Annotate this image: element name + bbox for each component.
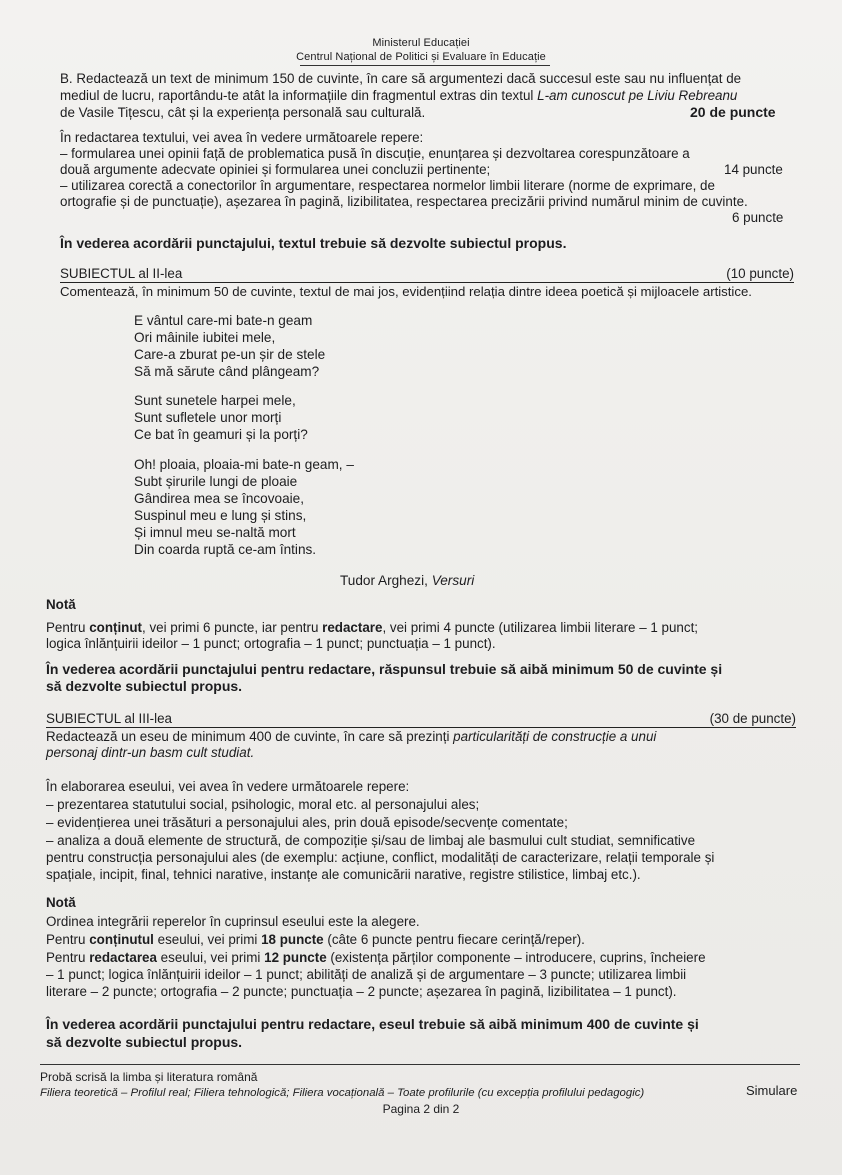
poem-line: Sunt sufletele unor morți: [134, 410, 282, 425]
subiect-3-repere-intro: În elaborarea eseului, vei avea în vedere următoarele repere:: [46, 779, 410, 794]
partb-bold-note: În vederea acordării punctajului, textul trebuie să dezvolte subiectul propus.: [60, 235, 567, 251]
partb-line-3: de Vasile Tițescu, cât și la experiența personală sau culturală.: [60, 105, 426, 120]
subiect-2-points: (10 puncte): [726, 266, 794, 281]
partb-reper-1-line-2: două argumente adecvate opiniei și formularea unei concluzii pertinente;: [60, 162, 491, 177]
subiect-3-nota-line-1: Ordinea integrării reperelor în cuprinsul eseului este la alegere.: [46, 914, 420, 929]
subiect-2-title: SUBIECTUL al II-lea: [60, 266, 183, 281]
partb-reper-1-points: 14 puncte: [724, 162, 783, 177]
footer-filiera: Filiera teoretică – Profilul real; Filiera tehnologică; Filiera vocațională – Toate profilurile (cu excepția profilului pedagogic): [40, 1087, 645, 1099]
poem-attribution: Tudor Arghezi, Versuri: [340, 573, 475, 588]
poem-line: Oh! ploaia, ploaia-mi bate-n geam, –: [134, 457, 354, 472]
poem-line: E vântul care-mi bate-n geam: [134, 313, 313, 328]
subiect-3-reper-1: – prezentarea statutului social, psihologic, moral etc. al personajului ales;: [46, 797, 480, 812]
subiect-2-task: Comentează, în minimum 50 de cuvinte, textul de mai jos, evidențiind relația dintre ideea poetică și mijloacele artistice.: [60, 284, 752, 299]
footer-page-number: Pagina 2 din 2: [382, 1102, 460, 1116]
subiect-3-heading: [46, 711, 796, 728]
poem-line: Din coarda ruptă ce-am întins.: [134, 542, 317, 557]
subiect-3-bold-line-1: În vederea acordării punctajului pentru redactare, eseul trebuie să aibă minimum 400 de cuvinte și: [46, 1016, 699, 1032]
subiect-3-reper-3-line-3: spațiale, incipit, final, tehnici narative, instanțe ale comunicării narative, registre stilistice, limbaj etc.).: [46, 867, 641, 882]
subiect-3-reper-3-line-2: pentru construcția personajului ales (de exemplu: acțiune, conflict, modalități de caracterizare, relații temporale și: [46, 850, 715, 865]
partb-line-2: mediul de lucru, raportându-te atât la informațiile din fragmentul extras din textul L-am cunoscut pe Liviu Rebreanu: [60, 88, 738, 103]
poem-line: Suspinul meu e lung și stins,: [134, 508, 307, 523]
poem-line: Să mă sărute când plângeam?: [134, 364, 320, 379]
subiect-2-nota-title: Notă: [46, 597, 76, 612]
subiect-3-task-line-1: Redactează un eseu de minimum 400 de cuvinte, în care să prezinți particularități de construcție a unui: [46, 729, 657, 744]
partb-reper-1-line-1: – formularea unei opinii față de problematica pusă în discuție, enunțarea și dezvoltarea corespunzătoare a: [60, 146, 690, 161]
partb-points: 20 de puncte: [690, 104, 776, 120]
subiect-3-points: (30 de puncte): [709, 711, 796, 726]
partb-repere-intro: În redactarea textului, vei avea în vedere următoarele repere:: [60, 130, 424, 145]
ministry-header: Ministerul Educației: [372, 37, 470, 49]
header-underline: [300, 65, 550, 66]
subiect-3-bold-line-2: să dezvolte subiectul propus.: [46, 1034, 243, 1050]
footer-exam-name: Probă scrisă la limba și literatura română: [40, 1070, 258, 1084]
subiect-3-title: SUBIECTUL al III-lea: [46, 711, 173, 726]
subiect-3-nota-line-4: – 1 punct; logica înlănțuirii ideilor – 1 punct; abilități de analiză și de argumentare – 3 puncte; utilizarea limbii: [46, 967, 687, 982]
poem-source: Versuri: [431, 573, 475, 588]
subiect-3-nota-line-2: Pentru conținutul eseului, vei primi 18 puncte (câte 6 puncte pentru fiecare cerință/reper).: [46, 932, 585, 947]
poem-line: Care-a zburat pe-un șir de stele: [134, 347, 326, 362]
partb-reper-2-line-1: – utilizarea corectă a conectorilor în argumentare, respectarea normelor limbii literare (norme de exprimare, de: [60, 178, 715, 193]
subiect-2-bold-line-2: să dezvolte subiectul propus.: [46, 678, 243, 694]
source-title: L-am cunoscut pe Liviu Rebreanu: [537, 88, 738, 103]
footer-simulare: Simulare: [746, 1083, 798, 1098]
poem-line: Gândirea mea se încovoaie,: [134, 491, 305, 506]
subiect-2-bold-line-1: În vederea acordării punctajului pentru redactare, răspunsul trebuie să aibă minimum 50 de cuvinte și: [46, 661, 723, 677]
poem-line: Sunt sunetele harpei mele,: [134, 393, 296, 408]
subiect-3-reper-3-line-1: – analiza a două elemente de structură, de compoziție și/sau de limbaj ale basmului cult studiat, semnificative: [46, 833, 696, 848]
poem-line: Și imnul meu se-naltă mort: [134, 525, 296, 540]
center-header: Centrul Național de Politici și Evaluare în Educație: [296, 51, 546, 63]
poem-line: Subt șirurile lungi de ploaie: [134, 474, 298, 489]
subiect-3-task-line-2: personaj dintr-un basm cult studiat.: [46, 745, 255, 760]
partb-reper-2-points: 6 puncte: [732, 210, 784, 225]
subiect-3-reper-2: – evidențierea unei trăsături a personajului ales, prin două episode/secvențe comentate;: [46, 815, 568, 830]
poem-line: Ori mâinile iubitei mele,: [134, 330, 276, 345]
subiect-2-nota-line-1: Pentru conținut, vei primi 6 puncte, iar pentru redactare, vei primi 4 puncte (utilizarea limbii literare – 1 punct;: [46, 620, 699, 635]
subiect-2-heading: [60, 266, 794, 283]
poem-line: Ce bat în geamuri și la porți?: [134, 427, 308, 442]
partb-reper-2-line-2: ortografie și de punctuație), așezarea în pagină, lizibilitatea, respectarea precizării privind numărul minim de cuvinte.: [60, 194, 748, 209]
subiect-3-nota-line-5: literare – 2 puncte; ortografia – 2 puncte; punctuația – 2 puncte; așezarea în pagină, lizibilitatea – 1 punct).: [46, 984, 677, 999]
subiect-3-nota-title: Notă: [46, 895, 76, 910]
footer-rule: [40, 1064, 800, 1065]
partb-line-1: B. Redactează un text de minimum 150 de cuvinte, în care să argumentezi dacă succesul este sau nu influențat de: [60, 71, 742, 86]
subiect-3-nota-line-3: Pentru redactarea eseului, vei primi 12 puncte (existența părților componente – introducere, cuprins, încheiere: [46, 950, 706, 965]
subiect-2-nota-line-2: logica înlănțuirii ideilor – 1 punct; ortografia – 1 punct; punctuația – 1 punct).: [46, 636, 496, 651]
